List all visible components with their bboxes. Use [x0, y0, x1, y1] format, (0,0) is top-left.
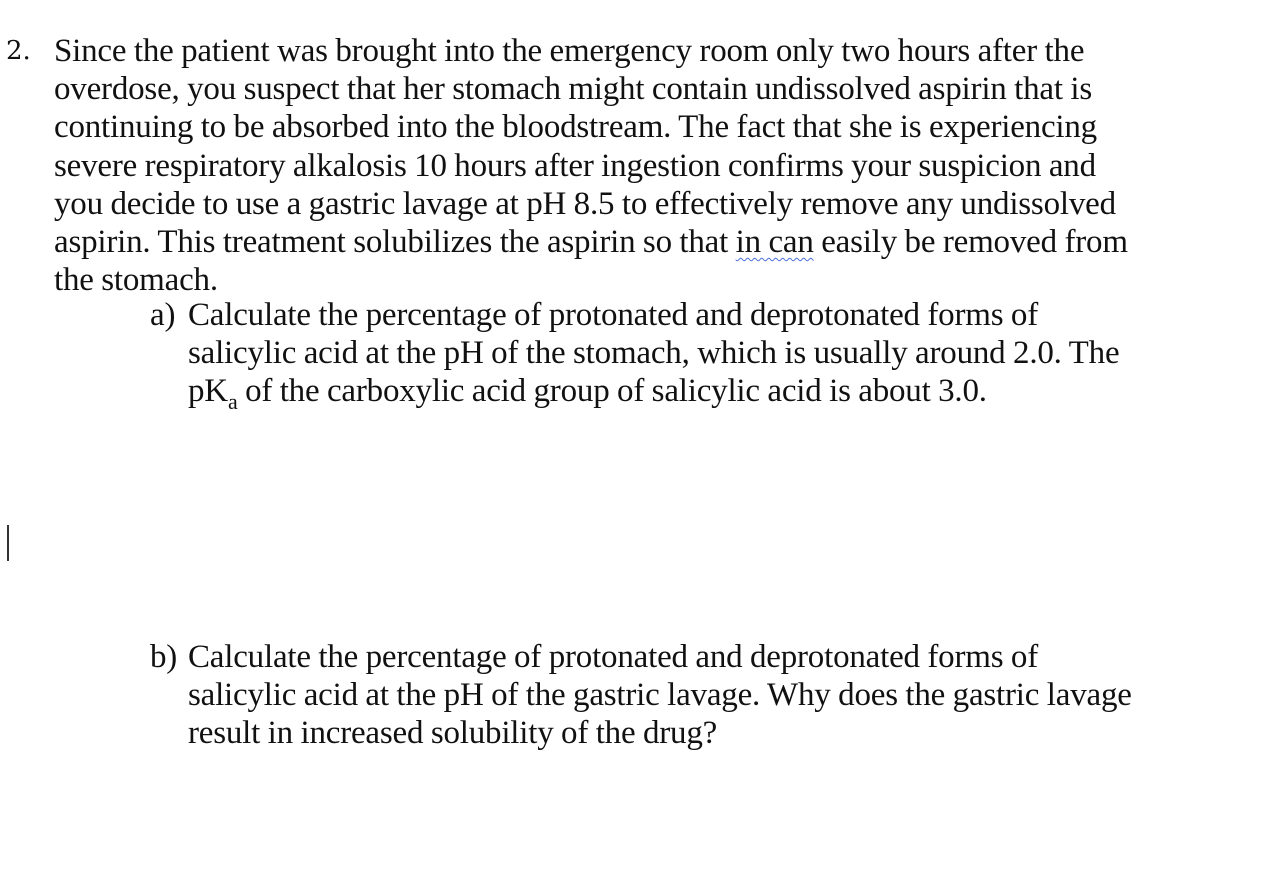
part-b-line: Calculate the percentage of protonated and deprotonated forms of: [188, 639, 1039, 675]
part-a-line: Calculate the percentage of protonated and deprotonated forms of: [188, 297, 1039, 333]
part-a-line: salicylic acid at the pH of the stomach, which is usually around 2.0. The: [188, 335, 1120, 372]
part-b-text: [188, 638, 1230, 753]
part-b-line: result in increased solubility of the drug?: [188, 715, 718, 752]
question-line: continuing to be absorbed into the bloodstream. The fact that she is experiencing: [54, 109, 1097, 146]
spellcheck-flagged-phrase[interactable]: in can: [735, 224, 814, 261]
question-line-text: aspirin. This treatment solubilizes the aspirin so that: [54, 224, 736, 261]
part-b-label: b): [150, 639, 178, 675]
part-a-line-text: of the carboxylic acid group of salicylic acid is about 3.0.: [237, 373, 987, 410]
part-b[interactable]: [150, 638, 1230, 753]
question-line-text: easily be removed from: [813, 224, 1128, 261]
part-a[interactable]: [150, 296, 1230, 415]
question-line: overdose, you suspect that her stomach might contain undissolved aspirin that is: [54, 71, 1092, 108]
question-number: 2.: [6, 36, 31, 66]
question-line: the stomach.: [54, 262, 218, 299]
part-a-line: [188, 372, 1230, 415]
question-line: severe respiratory alkalosis 10 hours after ingestion confirms your suspicion and: [54, 147, 1096, 184]
part-a-text: [188, 296, 1230, 415]
pka-subscript: a: [227, 389, 238, 415]
pka-symbol: pK: [188, 373, 228, 410]
question-line: you decide to use a gastric lavage at pH 8.5 to effectively remove any undissolved: [54, 185, 1116, 222]
question-line: Since the patient was brought into the emergency room only two hours after the: [54, 33, 1085, 69]
question-paragraph[interactable]: [54, 32, 1266, 299]
part-b-line: salicylic acid at the pH of the gastric lavage. Why does the gastric lavage: [188, 677, 1132, 714]
text-cursor: [7, 525, 9, 561]
question-line: [54, 223, 1266, 261]
part-a-label: a): [150, 297, 176, 333]
